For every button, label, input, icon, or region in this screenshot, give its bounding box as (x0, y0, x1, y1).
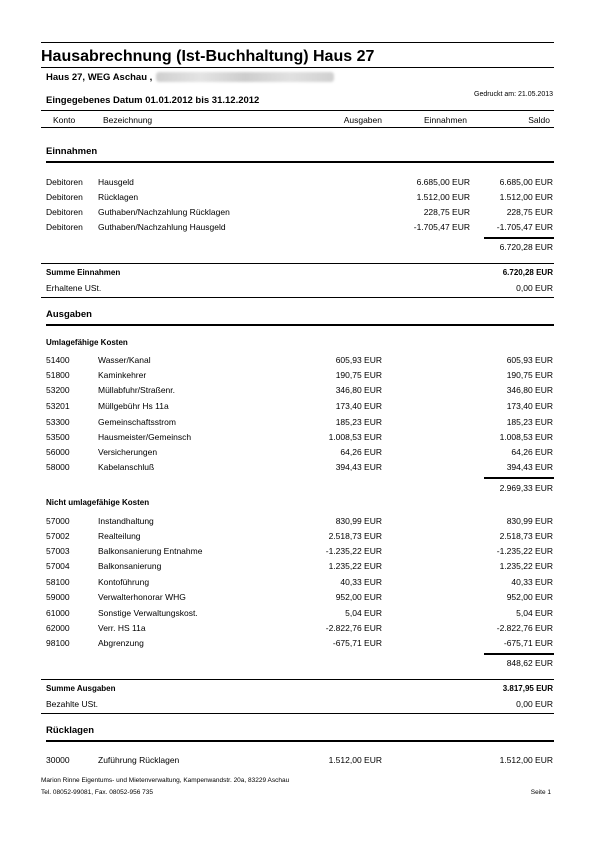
ausgaben-konto: 98100 (46, 638, 70, 648)
page-number: Seite 1 (530, 789, 551, 796)
ausgaben-saldo: 394,43 EUR (506, 462, 553, 472)
einnahmen-betrag: 228,75 EUR (423, 207, 470, 217)
ausgaben-konto: 57000 (46, 516, 70, 526)
summe-ausgaben-label: Summe Ausgaben (46, 684, 116, 693)
ausgaben-konto: 57002 (46, 531, 70, 541)
top-rule (41, 42, 554, 43)
ausgaben-betrag: 40,33 EUR (340, 577, 382, 587)
bezahlte-ust-value: 0,00 EUR (516, 699, 553, 709)
umlage-subtotal: 2.969,33 EUR (499, 483, 553, 493)
section-ausgaben-title: Ausgaben (46, 309, 92, 320)
ausgaben-betrag: 1.235,22 EUR (328, 561, 382, 571)
nicht-umlage-subtotal: 848,62 EUR (506, 658, 553, 668)
ruecklagen-bez: Zuführung Rücklagen (98, 755, 180, 765)
ausgaben-bez: Balkonsanierung (98, 561, 162, 571)
ausgaben-bez: Kontoführung (98, 577, 150, 587)
einnahmen-betrag: 6.685,00 EUR (416, 177, 470, 187)
ausgaben-saldo: 1.235,22 EUR (499, 561, 553, 571)
ausgaben-konto: 51800 (46, 370, 70, 380)
section-einnahmen-rule (46, 161, 554, 163)
ausgaben-saldo: 190,75 EUR (506, 370, 553, 380)
einnahmen-betrag: -1.705,47 EUR (413, 222, 470, 232)
ausgaben-saldo: 830,99 EUR (506, 516, 553, 526)
nicht-umlage-title: Nicht umlagefähige Kosten (46, 498, 150, 507)
section-ruecklagen-title: Rücklagen (46, 725, 95, 736)
col-konto: Konto (53, 115, 76, 125)
ausgaben-betrag: 173,40 EUR (335, 401, 382, 411)
einnahmen-konto: Debitoren (46, 192, 83, 202)
ausgaben-konto: 56000 (46, 447, 70, 457)
col-ausgaben: Ausgaben (343, 115, 382, 125)
ausgaben-betrag: -2.822,76 EUR (325, 623, 382, 633)
ausgaben-konto: 62000 (46, 623, 70, 633)
ausgaben-betrag: 1.008,53 EUR (328, 432, 382, 442)
property-name: Haus 27, WEG Aschau , (46, 72, 153, 83)
footer-address: Marion Rinne Eigentums- und Mietenverwaltung, Kampenwandstr. 20a, 83229 Aschau (41, 777, 290, 784)
col-saldo: Saldo (528, 115, 550, 125)
ausgaben-betrag: 952,00 EUR (335, 592, 382, 602)
ausgaben-saldo: 64,26 EUR (511, 447, 553, 457)
einnahmen-saldo: 228,75 EUR (506, 207, 553, 217)
ausgaben-konto: 58000 (46, 462, 70, 472)
ausgaben-saldo: 2.518,73 EUR (499, 531, 553, 541)
einnahmen-bez: Guthaben/Nachzahlung Hausgeld (98, 222, 226, 232)
ausgaben-konto: 57003 (46, 546, 70, 556)
ausgaben-bez: Realteilung (98, 531, 141, 541)
ausgaben-saldo: -2.822,76 EUR (496, 623, 553, 633)
einnahmen-end-rule (41, 297, 554, 298)
ausgaben-betrag: 185,23 EUR (335, 417, 382, 427)
ausgaben-konto: 58100 (46, 577, 70, 587)
ausgaben-betrag: -675,71 EUR (332, 638, 382, 648)
nicht-umlage-subtotal-rule (484, 653, 554, 655)
ausgaben-saldo: -675,71 EUR (503, 638, 553, 648)
ruecklagen-betrag: 1.512,00 EUR (328, 755, 382, 765)
ausgaben-betrag: 346,80 EUR (335, 385, 382, 395)
bezahlte-ust-label: Bezahlte USt. (46, 699, 98, 709)
property-subtitle (46, 72, 334, 83)
section-ausgaben-rule (46, 324, 554, 326)
section-einnahmen-title: Einnahmen (46, 146, 98, 157)
ausgaben-konto: 61000 (46, 608, 70, 618)
umlage-subtotal-rule (484, 477, 554, 479)
ausgaben-bez: Kabelanschluß (98, 462, 155, 472)
ausgaben-bez: Verr. HS 11a (98, 623, 146, 633)
ausgaben-betrag: 5,04 EUR (345, 608, 382, 618)
page-title: Hausabrechnung (Ist-Buchhaltung) Haus 27 (41, 48, 375, 65)
einnahmen-bez: Hausgeld (98, 177, 134, 187)
einnahmen-konto: Debitoren (46, 177, 83, 187)
ruecklagen-saldo: 1.512,00 EUR (499, 755, 553, 765)
ausgaben-betrag: 394,43 EUR (335, 462, 382, 472)
ausgaben-end-rule (41, 713, 554, 714)
ausgaben-bez: Instandhaltung (98, 516, 154, 526)
col-einnahmen: Einnahmen (423, 115, 467, 125)
umlage-title: Umlagefähige Kosten (46, 338, 128, 347)
ausgaben-bez: Müllgebühr Hs 11a (98, 401, 169, 411)
summe-ausgaben-rule (41, 679, 554, 680)
summe-einnahmen-rule (41, 263, 554, 264)
ausgaben-konto: 53500 (46, 432, 70, 442)
col-bezeichnung: Bezeichnung (103, 115, 153, 125)
date-range: Eingegebenes Datum 01.01.2012 bis 31.12.2012 (46, 95, 260, 106)
printed-date: Gedruckt am: 21.05.2013 (474, 91, 553, 98)
ausgaben-bez: Wasser/Kanal (98, 355, 151, 365)
header-rule-top (41, 110, 554, 111)
ausgaben-bez: Gemeinschaftsstrom (98, 417, 176, 427)
ausgaben-betrag: -1.235,22 EUR (325, 546, 382, 556)
redacted-address (156, 72, 334, 82)
ausgaben-saldo: 173,40 EUR (506, 401, 553, 411)
ausgaben-saldo: 605,93 EUR (506, 355, 553, 365)
footer-contact: Tel. 08052-99081, Fax. 08052-956 735 (41, 789, 154, 796)
ausgaben-saldo: 346,80 EUR (506, 385, 553, 395)
einnahmen-subtotal-rule (484, 237, 554, 239)
erhaltene-ust-label: Erhaltene USt. (46, 283, 102, 293)
ausgaben-saldo: 1.008,53 EUR (499, 432, 553, 442)
ausgaben-konto: 53201 (46, 401, 70, 411)
ausgaben-saldo: 952,00 EUR (506, 592, 553, 602)
ausgaben-konto: 53200 (46, 385, 70, 395)
einnahmen-konto: Debitoren (46, 207, 83, 217)
ausgaben-konto: 51400 (46, 355, 70, 365)
ausgaben-konto: 59000 (46, 592, 70, 602)
summe-einnahmen-label: Summe Einnahmen (46, 268, 121, 277)
ausgaben-saldo: 5,04 EUR (516, 608, 553, 618)
einnahmen-betrag: 1.512,00 EUR (416, 192, 470, 202)
summe-ausgaben-value: 3.817,95 EUR (502, 684, 553, 693)
ausgaben-saldo: 40,33 EUR (511, 577, 553, 587)
ausgaben-betrag: 190,75 EUR (335, 370, 382, 380)
einnahmen-saldo: 6.685,00 EUR (499, 177, 553, 187)
ausgaben-betrag: 2.518,73 EUR (328, 531, 382, 541)
ausgaben-bez: Kaminkehrer (98, 370, 147, 380)
title-rule (41, 67, 554, 68)
ausgaben-betrag: 605,93 EUR (335, 355, 382, 365)
einnahmen-saldo: -1.705,47 EUR (496, 222, 553, 232)
einnahmen-konto: Debitoren (46, 222, 83, 232)
ausgaben-konto: 53300 (46, 417, 70, 427)
ausgaben-bez: Verwalterhonorar WHG (98, 592, 186, 602)
einnahmen-bez: Guthaben/Nachzahlung Rücklagen (98, 207, 230, 217)
section-ruecklagen-rule (46, 740, 554, 742)
header-rule-bottom (41, 127, 554, 128)
erhaltene-ust-value: 0,00 EUR (516, 283, 553, 293)
ausgaben-bez: Abgrenzung (98, 638, 144, 648)
ausgaben-konto: 57004 (46, 561, 70, 571)
einnahmen-saldo: 1.512,00 EUR (499, 192, 553, 202)
ausgaben-betrag: 830,99 EUR (335, 516, 382, 526)
ausgaben-bez: Balkonsanierung Entnahme (98, 546, 203, 556)
ruecklagen-konto: 30000 (46, 755, 70, 765)
einnahmen-subtotal: 6.720,28 EUR (499, 242, 553, 252)
ausgaben-saldo: -1.235,22 EUR (496, 546, 553, 556)
ausgaben-bez: Hausmeister/Gemeinsch (98, 432, 192, 442)
ausgaben-bez: Versicherungen (98, 447, 158, 457)
ausgaben-betrag: 64,26 EUR (340, 447, 382, 457)
ausgaben-bez: Sonstige Verwaltungskost. (98, 608, 198, 618)
ausgaben-bez: Müllabfuhr/Straßenr. (98, 385, 176, 395)
ausgaben-saldo: 185,23 EUR (506, 417, 553, 427)
einnahmen-bez: Rücklagen (98, 192, 139, 202)
summe-einnahmen-value: 6.720,28 EUR (502, 268, 553, 277)
